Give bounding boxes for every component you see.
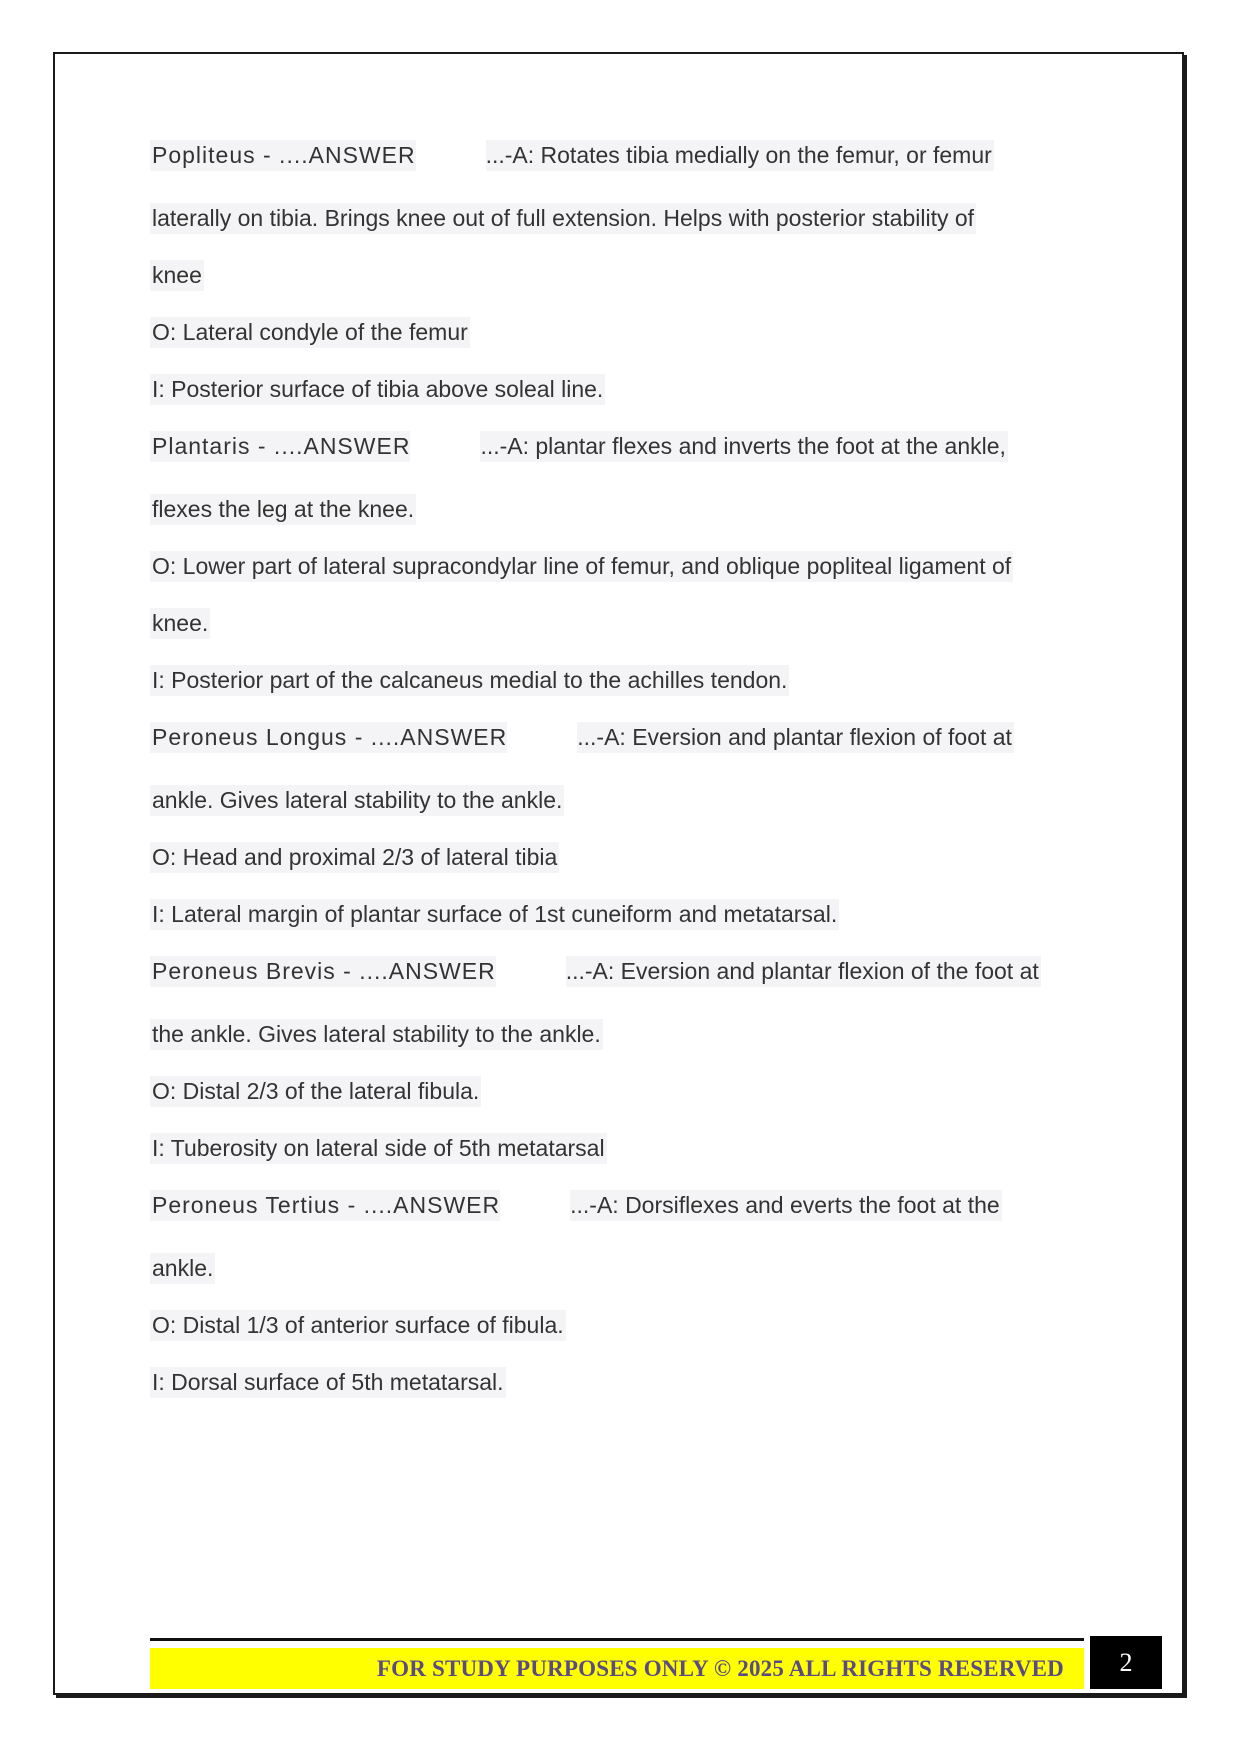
question-line — [150, 1190, 1002, 1221]
answer-line: ankle. — [150, 1253, 215, 1284]
insertion-line: I: Posterior part of the calcaneus medial to the achilles tendon. — [150, 665, 789, 696]
footer-band — [150, 1648, 1084, 1689]
page-number: 2 — [1090, 1636, 1162, 1689]
origin-line: O: Distal 2/3 of the lateral fibula. — [150, 1076, 481, 1107]
question-term: Peroneus Longus - ....ANSWER — [152, 724, 508, 750]
answer-line: laterally on tibia. Brings knee out of full extension. Helps with posterior stability of — [150, 203, 976, 234]
insertion-line: I: Posterior surface of tibia above soleal line. — [150, 374, 605, 405]
footer-copyright: FOR STUDY PURPOSES ONLY © 2025 ALL RIGHTS RESERVED — [376, 1655, 1064, 1681]
origin-line: O: Head and proximal 2/3 of lateral tibia — [150, 842, 559, 873]
answer-line: flexes the leg at the knee. — [150, 494, 416, 525]
insertion-line: I: Tuberosity on lateral side of 5th metatarsal — [150, 1133, 607, 1164]
answer-start: ...-A: Eversion and plantar flexion of foot at — [577, 724, 1012, 750]
origin-line: O: Distal 1/3 of anterior surface of fibula. — [150, 1310, 566, 1341]
question-line — [150, 140, 994, 171]
question-line — [150, 431, 1008, 462]
answer-line: ankle. Gives lateral stability to the ankle. — [150, 785, 564, 816]
answer-start: ...-A: Dorsiflexes and everts the foot at the — [570, 1192, 1000, 1218]
answer-line: knee — [150, 260, 204, 291]
origin-line-cont: knee. — [150, 608, 210, 639]
question-term: Plantaris - ....ANSWER — [152, 433, 411, 459]
insertion-line: I: Dorsal surface of 5th metatarsal. — [150, 1367, 506, 1398]
entry-peroneus-longus — [150, 722, 1100, 930]
entry-popliteus — [150, 140, 1100, 405]
answer-line: the ankle. Gives lateral stability to the ankle. — [150, 1019, 603, 1050]
question-line — [150, 722, 1014, 753]
question-line — [150, 956, 1041, 987]
question-term: Peroneus Tertius - ....ANSWER — [152, 1192, 501, 1218]
question-term: Popliteus - ....ANSWER — [152, 142, 416, 168]
answer-start: ...-A: Rotates tibia medially on the femur, or femur — [485, 142, 992, 168]
entry-peroneus-tertius — [150, 1190, 1100, 1398]
origin-line: O: Lateral condyle of the femur — [150, 317, 470, 348]
insertion-line: I: Lateral margin of plantar surface of 1st cuneiform and metatarsal. — [150, 899, 839, 930]
answer-start: ...-A: Eversion and plantar flexion of the foot at — [565, 958, 1039, 984]
question-term: Peroneus Brevis - ....ANSWER — [152, 958, 496, 984]
document-body — [150, 140, 1100, 1424]
answer-start: ...-A: plantar flexes and inverts the foot at the ankle, — [480, 433, 1006, 459]
origin-line: O: Lower part of lateral supracondylar line of femur, and oblique popliteal ligament of — [150, 551, 1013, 582]
entry-plantaris — [150, 431, 1100, 696]
footer-rule — [150, 1638, 1084, 1641]
entry-peroneus-brevis — [150, 956, 1100, 1164]
